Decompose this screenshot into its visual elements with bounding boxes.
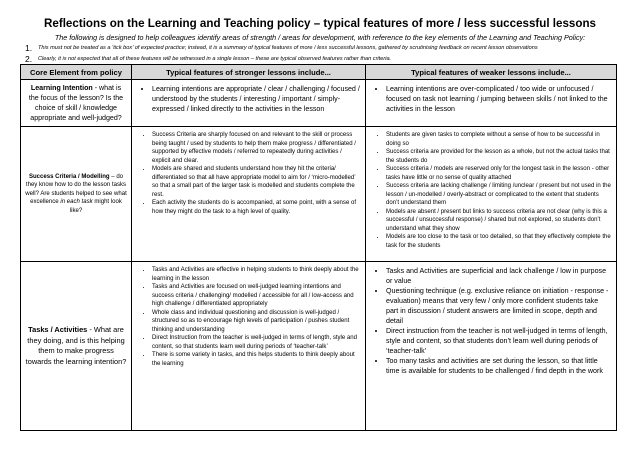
header-core-element: Core Element from policy: [21, 65, 132, 80]
document-intro: The following is designed to help colleagues identify areas of strength / areas for development, with reference to the key elements of the Learning and Teaching Policy:: [54, 33, 586, 42]
element-description: – do they know how to do the lesson tasks well? Are students helped to see what excellence: [25, 173, 127, 206]
table-row: [21, 262, 617, 431]
element-description: - What are they doing, and is this helping them to make progress towards the learning intention?: [25, 325, 127, 366]
weaker-cell: [366, 80, 617, 127]
stronger-list: [132, 262, 365, 368]
stronger-cell: [132, 127, 366, 262]
weaker-list: [366, 80, 616, 114]
core-element-cell: [21, 262, 132, 431]
list-item: • Models are absent / present but links to success criteria are not clear (why is this a successful / unsuccessful response) / shared but not explored, so students don’t understand what they show: [386, 208, 612, 234]
list-item: • Questioning technique (e.g. exclusive reliance on initiation - response - evaluation) means that very few / only more confident students take part in discussion / student answers are limited in scope, depth and detail: [386, 286, 612, 326]
weaker-cell: [366, 262, 617, 431]
list-item: • Tasks and Activities are effective in helping students to think deeply about the learning in the lesson: [152, 266, 361, 283]
list-item: • Models are too close to the task or too detailed, so that they effectively complete the task for the students: [386, 233, 612, 250]
stronger-list: [132, 80, 365, 114]
note-number: 2.: [25, 54, 33, 64]
table-row: [21, 80, 617, 127]
policy-table: [20, 64, 617, 431]
list-item: • Too many tasks and activities are set during the lesson, so that little time is available for students to be challenged / find depth in the work: [386, 356, 612, 376]
list-item: • Direct Instruction from the teacher is well-judged in terms of length, style and content, so that students learn well during periods of ‘teacher-talk’: [152, 334, 361, 351]
list-item: • Learning intentions are over-complicated / too wide or unfocused / focused on task not learning / jumping between skills / not linked to the activities in the lesson: [386, 84, 612, 114]
list-item: • Students are given tasks to complete without a sense of how to be successful in doing so: [386, 131, 612, 148]
document-title: Reflections on the Learning and Teaching policy – typical features of more / less successful lessons: [44, 17, 596, 30]
list-item: • Each activity the students do is accompanied, at some point, with a sense of how they might do the task to a high level of quality.: [152, 199, 361, 216]
note-text: Clearly, it is not expected that all of these features will be witnessed in a single lesson – these are typical observed features rather than criteria.: [38, 56, 392, 62]
stronger-cell: [132, 262, 366, 431]
list-item: • Tasks and Activities are focused on well-judged learning intentions and success criteria / challenging/ modelled / accessible for all / low-access and high challenge / differentiated appropriately: [152, 283, 361, 309]
header-stronger: Typical features of stronger lessons include...: [132, 65, 366, 80]
note-1: [25, 43, 538, 53]
element-name: Learning Intention: [30, 84, 93, 92]
list-item: • Tasks and Activities are superficial and lack challenge / low in purpose or value: [386, 266, 612, 286]
list-item: • There is some variety in tasks, and this helps students to think deeply about the learning: [152, 351, 361, 368]
element-description: - what is the focus of the lesson? Is the choice of skill / knowledge appropriate and well-judged?: [28, 84, 124, 122]
list-item: • Success Criteria are sharply focused on and relevant to the skill or process being taught / used by students to help them make progress / differentiated / supported by effective models / referred to repeatedly during activities / explicit and clear.: [152, 131, 361, 165]
header-weaker: Typical features of weaker lessons include...: [366, 65, 617, 80]
stronger-cell: [132, 80, 366, 127]
list-item: • Learning intentions are appropriate / clear / challenging / focused / understood by the students / interesting / important / simply-expressed / linked directly to the activities in the lesson: [152, 84, 361, 114]
list-item: • Success criteria are lacking challenge / limiting /unclear / present but not used in the lesson / un-modelled / overly-abstract or complicated to the extent that students don’t understand them: [386, 182, 612, 208]
core-element-cell: [21, 127, 132, 262]
element-description-tail: might look like?: [69, 199, 122, 214]
table-row: [21, 127, 617, 262]
element-emphasis: in each task: [60, 199, 93, 206]
weaker-cell: [366, 127, 617, 262]
list-item: • Whole class and individual questioning and discussion is well-judged / structured so as to encourage high levels of participation / pushes student thinking and understanding: [152, 309, 361, 335]
note-text: This must not be treated as a ‘tick box’ of expected practice; instead, it is a summary of typical features of more / less successful lessons, gathered by scrutinising feedback on recent lesson observations: [38, 45, 538, 51]
table-header-row: [21, 65, 617, 80]
weaker-list: [366, 262, 616, 376]
element-name: Success Criteria / Modelling: [28, 173, 110, 180]
list-item: • Direct instruction from the teacher is not well-judged in terms of length, style and content, so that students don’t learn well during periods of ‘teacher-talk’: [386, 326, 612, 356]
list-item: • Models are shared and students understand how they hit the criteria/ differentiated so that all have appropriate model to aim for / ‘micro-modelled’ so that a small part of the larger task is modelled and students complete the rest.: [152, 165, 361, 199]
core-element-cell: [21, 80, 132, 127]
list-item: • Success criteria / models are reserved only for the longest task in the lesson - other tasks have little or no sense of quality attached: [386, 165, 612, 182]
stronger-list: [132, 127, 365, 216]
element-name: Tasks / Activities: [28, 325, 88, 334]
note-number: 1.: [25, 43, 33, 53]
note-2: [25, 54, 392, 64]
list-item: • Success criteria are provided for the lesson as a whole, but not the actual tasks that the students do: [386, 148, 612, 165]
weaker-list: [366, 127, 616, 250]
